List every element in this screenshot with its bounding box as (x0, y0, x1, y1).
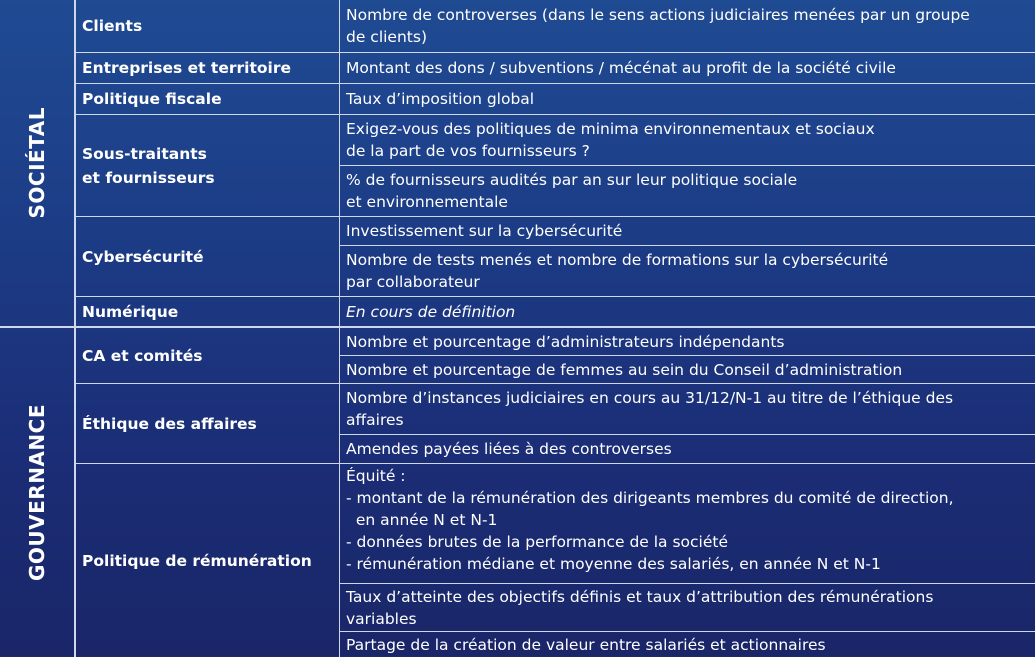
indicator (340, 0, 1035, 52)
indicators-numerique (340, 297, 1035, 328)
indicator-line: - montant de la rémunération des dirigeants membres du comité de direction, (346, 489, 954, 507)
topic-politique-fiscale (76, 84, 340, 115)
indicators-politique-fiscale (340, 84, 1035, 115)
indicators-ca-comites (340, 328, 1035, 384)
indicator-line: variables (346, 609, 417, 628)
indicator (340, 583, 1035, 631)
indicator-line: - données brutes de la performance de la société (346, 533, 729, 551)
indicator-line: Taux d’imposition global (346, 90, 535, 108)
indicator (340, 328, 1035, 355)
indicator-line: En cours de définition (346, 302, 516, 321)
indicator-line: Nombre et pourcentage d’administrateurs indépendants (346, 332, 785, 351)
indicator-line: Nombre et pourcentage de femmes au sein du Conseil d’administration (346, 360, 903, 379)
indicators-cybersecurite (340, 217, 1035, 297)
indicator-line: de clients) (346, 28, 427, 46)
section-label-text: GOUVERNANCE (25, 404, 49, 581)
topic-cybersecurite (76, 217, 340, 297)
topic-entreprises-territoire (76, 53, 340, 84)
topic-line: Clients (82, 17, 143, 35)
indicator (340, 165, 1035, 216)
topic-numerique (76, 297, 340, 328)
indicator-line: Nombre d’instances judiciaires en cours au 31/12/N-1 au titre de l’éthique des (346, 389, 954, 407)
indicator-line: en année N et N-1 (346, 511, 498, 529)
indicator-line: de la part de vos fournisseurs ? (346, 142, 590, 160)
indicator (340, 384, 1035, 434)
topic-ca-comites (76, 328, 340, 384)
indicator-line: - rémunération médiane et moyenne des salariés, en année N et N-1 (346, 555, 881, 573)
topic-ethique-affaires (76, 384, 340, 464)
indicator-line: et environnementale (346, 193, 508, 211)
indicator-line: Nombre de controverses (dans le sens actions judiciaires menées par un groupe (346, 6, 970, 24)
topic-line: Éthique des affaires (82, 414, 257, 433)
indicator (340, 464, 1035, 583)
indicator (340, 217, 1035, 245)
topic-clients (76, 0, 340, 53)
indicators-entreprises-territoire (340, 53, 1035, 84)
topic-line: Cybersécurité (82, 247, 204, 266)
indicators-ethique-affaires (340, 384, 1035, 464)
indicator (340, 53, 1035, 83)
indicator-line: % de fournisseurs audités par an sur leur politique sociale (346, 171, 798, 189)
topic-line: CA et comités (82, 346, 203, 365)
indicators-politique-remuneration (340, 464, 1035, 657)
indicator (340, 434, 1035, 463)
indicator-line: Amendes payées liées à des controverses (346, 440, 672, 458)
indicator (340, 84, 1035, 114)
topic-politique-remuneration (76, 464, 340, 657)
topic-line: Entreprises et territoire (82, 59, 291, 77)
section-label-societal (0, 0, 76, 328)
indicators-sous-traitants (340, 115, 1035, 217)
indicator (340, 115, 1035, 165)
indicator (340, 631, 1035, 657)
indicator-line: Exigez-vous des politiques de minima environnementaux et sociaux (346, 120, 875, 138)
indicator-line: Nombre de tests menés et nombre de formations sur la cybersécurité (346, 251, 889, 269)
indicator-line: Investissement sur la cybersécurité (346, 222, 623, 240)
indicator-line: Montant des dons / subventions / mécénat au profit de la société civile (346, 59, 896, 77)
topic-line: Numérique (82, 302, 179, 321)
topic-line: et fournisseurs (82, 168, 215, 187)
indicator-line: Partage de la création de valeur entre salariés et actionnaires (346, 635, 826, 654)
indicators-clients (340, 0, 1035, 53)
topic-sous-traitants (76, 115, 340, 217)
indicator (340, 355, 1035, 383)
indicator-line: affaires (346, 411, 404, 429)
indicator (340, 245, 1035, 296)
indicator-line: Taux d’atteinte des objectifs définis et taux d’attribution des rémunérations (346, 587, 934, 606)
indicator-line: par collaborateur (346, 273, 480, 291)
indicator-line: Équité : (346, 467, 406, 485)
section-label-gouvernance (0, 328, 76, 657)
section-label-text: SOCIÉTAL (25, 107, 49, 219)
topic-line: Politique de rémunération (82, 551, 312, 570)
indicator (340, 297, 1035, 326)
topic-line: Sous-traitants (82, 144, 207, 163)
topic-line: Politique fiscale (82, 90, 222, 108)
